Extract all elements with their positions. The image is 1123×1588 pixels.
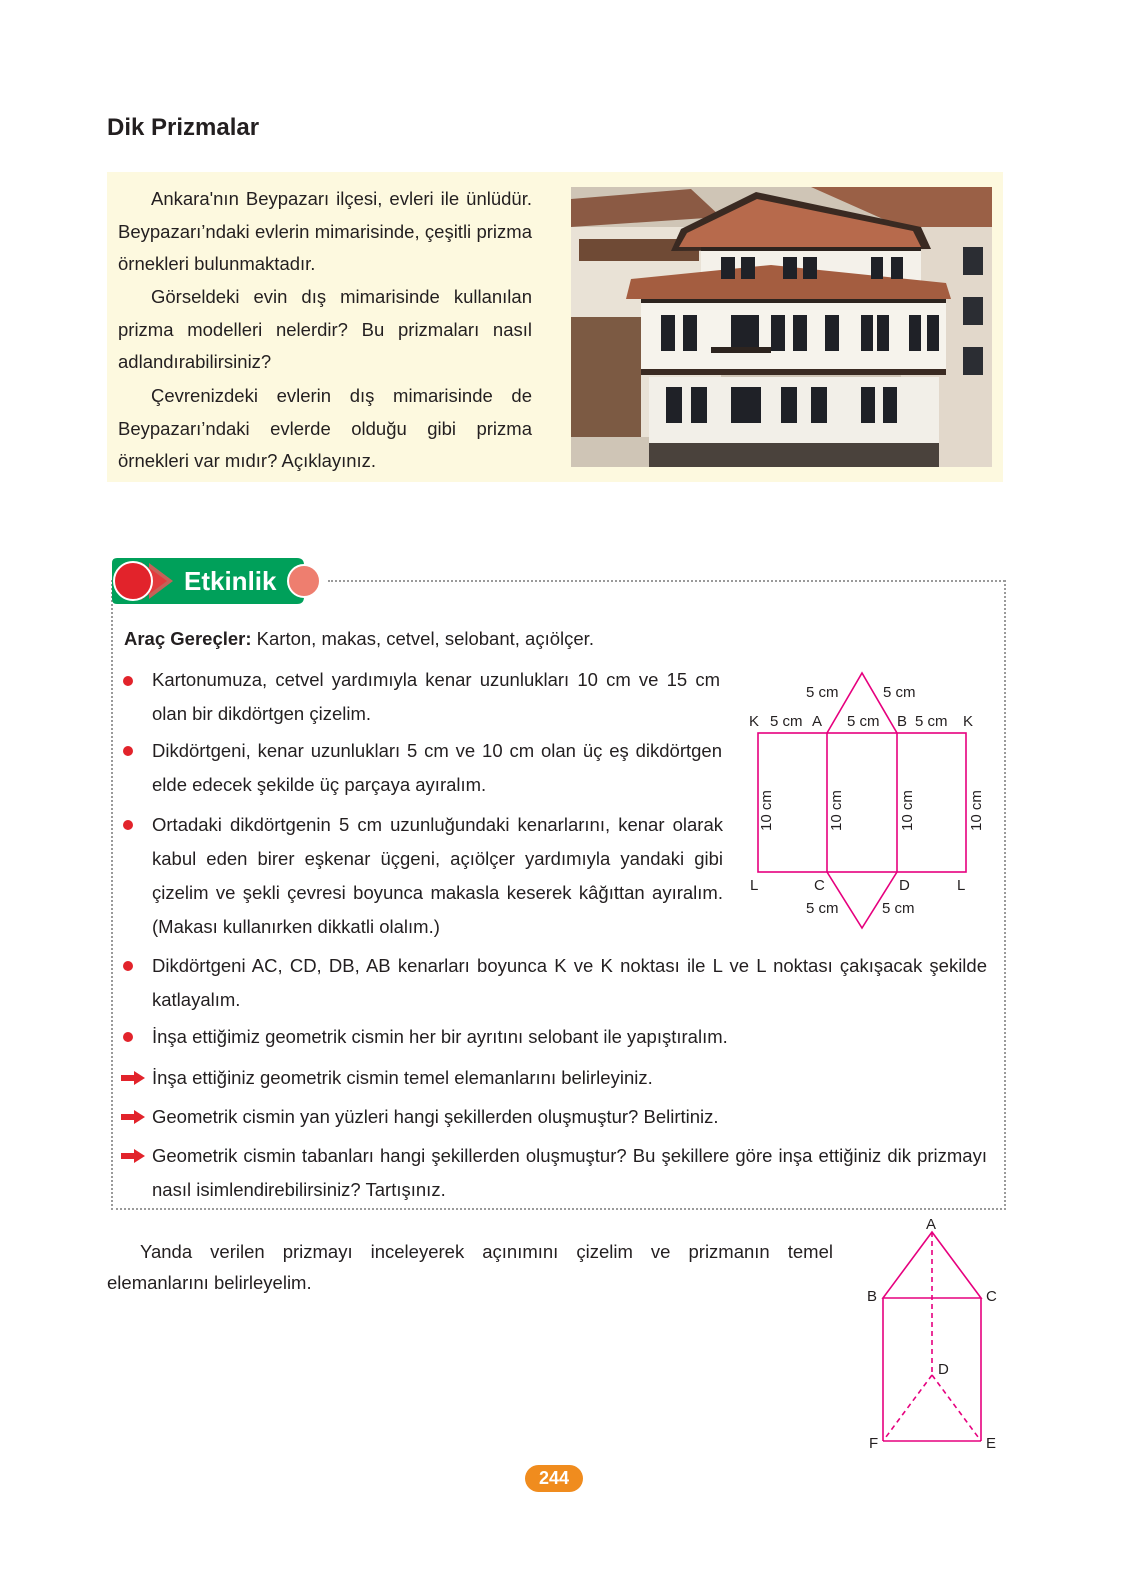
activity-divider	[328, 580, 1005, 582]
materials-label: Araç Gereçler:	[124, 628, 252, 649]
intro-paragraph: Çevrenizdeki evlerin dış mimarisinde de Beypazarı’ndaki evlerde olduğu gibi prizma örnekleri var mıdır? Açıklayınız.	[118, 385, 532, 471]
beypazari-house-photo	[571, 187, 992, 467]
net-length-label: 5 cm	[847, 713, 880, 730]
net-point-label: A	[812, 713, 823, 730]
bullet-icon	[123, 746, 133, 756]
question-item: Geometrik cismin tabanları hangi şekillerden oluşmuştur? Bu şekillere göre inşa ettiğiniz dik prizmayı nasıl isimlendirebilirsiniz? Tartışınız.	[152, 1145, 987, 1200]
net-length-label: 5 cm	[770, 713, 803, 730]
prism-point-label: F	[869, 1435, 879, 1452]
prism-point-label: D	[938, 1361, 949, 1378]
activity-title: Etkinlik	[184, 566, 277, 596]
prism-net-diagram	[746, 670, 986, 938]
net-length-label: 5 cm	[915, 713, 948, 730]
net-point-label: K	[749, 713, 760, 730]
net-point-label: K	[963, 713, 974, 730]
bullet-icon	[123, 1032, 133, 1042]
arrow-right-icon	[121, 1071, 145, 1085]
activity-badge	[111, 557, 328, 605]
page-number: 244	[525, 1465, 583, 1492]
net-point-label: D	[899, 877, 910, 894]
materials-value: Karton, makas, cetvel, selobant, açıölçer.	[251, 628, 594, 649]
bullet-icon	[123, 961, 133, 971]
prism-point-label: E	[986, 1435, 997, 1452]
step-item: Dikdörtgeni AC, CD, DB, AB kenarları boyunca K ve K noktası ile L ve L noktası çakışacak şekilde katlayalım.	[152, 955, 987, 1010]
prism-point-label: B	[867, 1288, 878, 1305]
step-item: İnşa ettiğimiz geometrik cismin her bir ayrıtını selobant ile yapıştıralım.	[152, 1026, 728, 1047]
prism-hidden-edge	[883, 1375, 932, 1441]
arrow-right-icon	[121, 1149, 145, 1163]
net-length-label: 5 cm	[806, 684, 839, 701]
prism-point-label: A	[926, 1216, 937, 1233]
materials-line	[124, 628, 594, 650]
net-outline	[758, 733, 966, 872]
question-item: İnşa ettiğiniz geometrik cismin temel elemanlarını belirleyiniz.	[152, 1067, 653, 1088]
net-height-label: 10 cm	[758, 790, 775, 831]
step-item: Kartonumuza, cetvel yardımıyla kenar uzunlukları 10 cm ve 15 cm olan bir dikdörtgen çizelim.	[152, 669, 720, 724]
net-height-label: 10 cm	[968, 790, 985, 831]
net-point-label: B	[897, 713, 908, 730]
net-height-label: 10 cm	[828, 790, 845, 831]
net-length-label: 5 cm	[883, 684, 916, 701]
bottom-paragraph: Yanda verilen prizmayı inceleyerek açınımını çizelim ve prizmanın temel elemanlarını belirleyelim.	[107, 1241, 833, 1293]
net-point-label: C	[814, 877, 825, 894]
intro-paragraph: Ankara'nın Beypazarı ilçesi, evleri ile ünlüdür. Beypazarı’ndaki evlerin mimarisinde, çeşitli prizma örnekleri bulunmaktadır.	[118, 188, 532, 274]
net-height-label: 10 cm	[899, 790, 916, 831]
net-length-label: 5 cm	[806, 900, 839, 917]
activity-badge-graphic	[111, 557, 328, 605]
net-length-label: 5 cm	[882, 900, 915, 917]
question-item: Geometrik cismin yan yüzleri hangi şekillerden oluşmuştur? Belirtiniz.	[152, 1106, 719, 1127]
prism-point-label: C	[986, 1288, 997, 1305]
net-point-label: L	[750, 877, 759, 894]
triangular-prism-diagram	[860, 1212, 1010, 1457]
arrow-right-icon	[121, 1110, 145, 1124]
intro-paragraph: Görseldeki evin dış mimarisinde kullanılan prizma modelleri nelerdir? Bu prizmaları nasıl adlandırabilirsiniz?	[118, 286, 532, 372]
net-point-label: L	[957, 877, 966, 894]
intro-box	[107, 172, 1003, 482]
prism-hidden-edge	[932, 1375, 981, 1441]
bullet-icon	[123, 820, 133, 830]
page-title: Dik Prizmalar	[107, 114, 260, 141]
step-item: Dikdörtgeni, kenar uzunlukları 5 cm ve 10 cm olan üç eş dikdörtgen elde edecek şekilde üç parçaya ayıralım.	[152, 740, 722, 795]
step-item: Ortadaki dikdörtgenin 5 cm uzunluğundaki kenarlarını, kenar olarak kabul eden birer eşkenar üçgeni, açıölçer yardımıyla yandaki gibi çizelim ve şekli çevresi boyunca makasla keserek kâğıttan ayıralım. (Makası kullanırken dikkatli olalım.)	[152, 814, 723, 937]
bullet-icon	[123, 676, 133, 686]
